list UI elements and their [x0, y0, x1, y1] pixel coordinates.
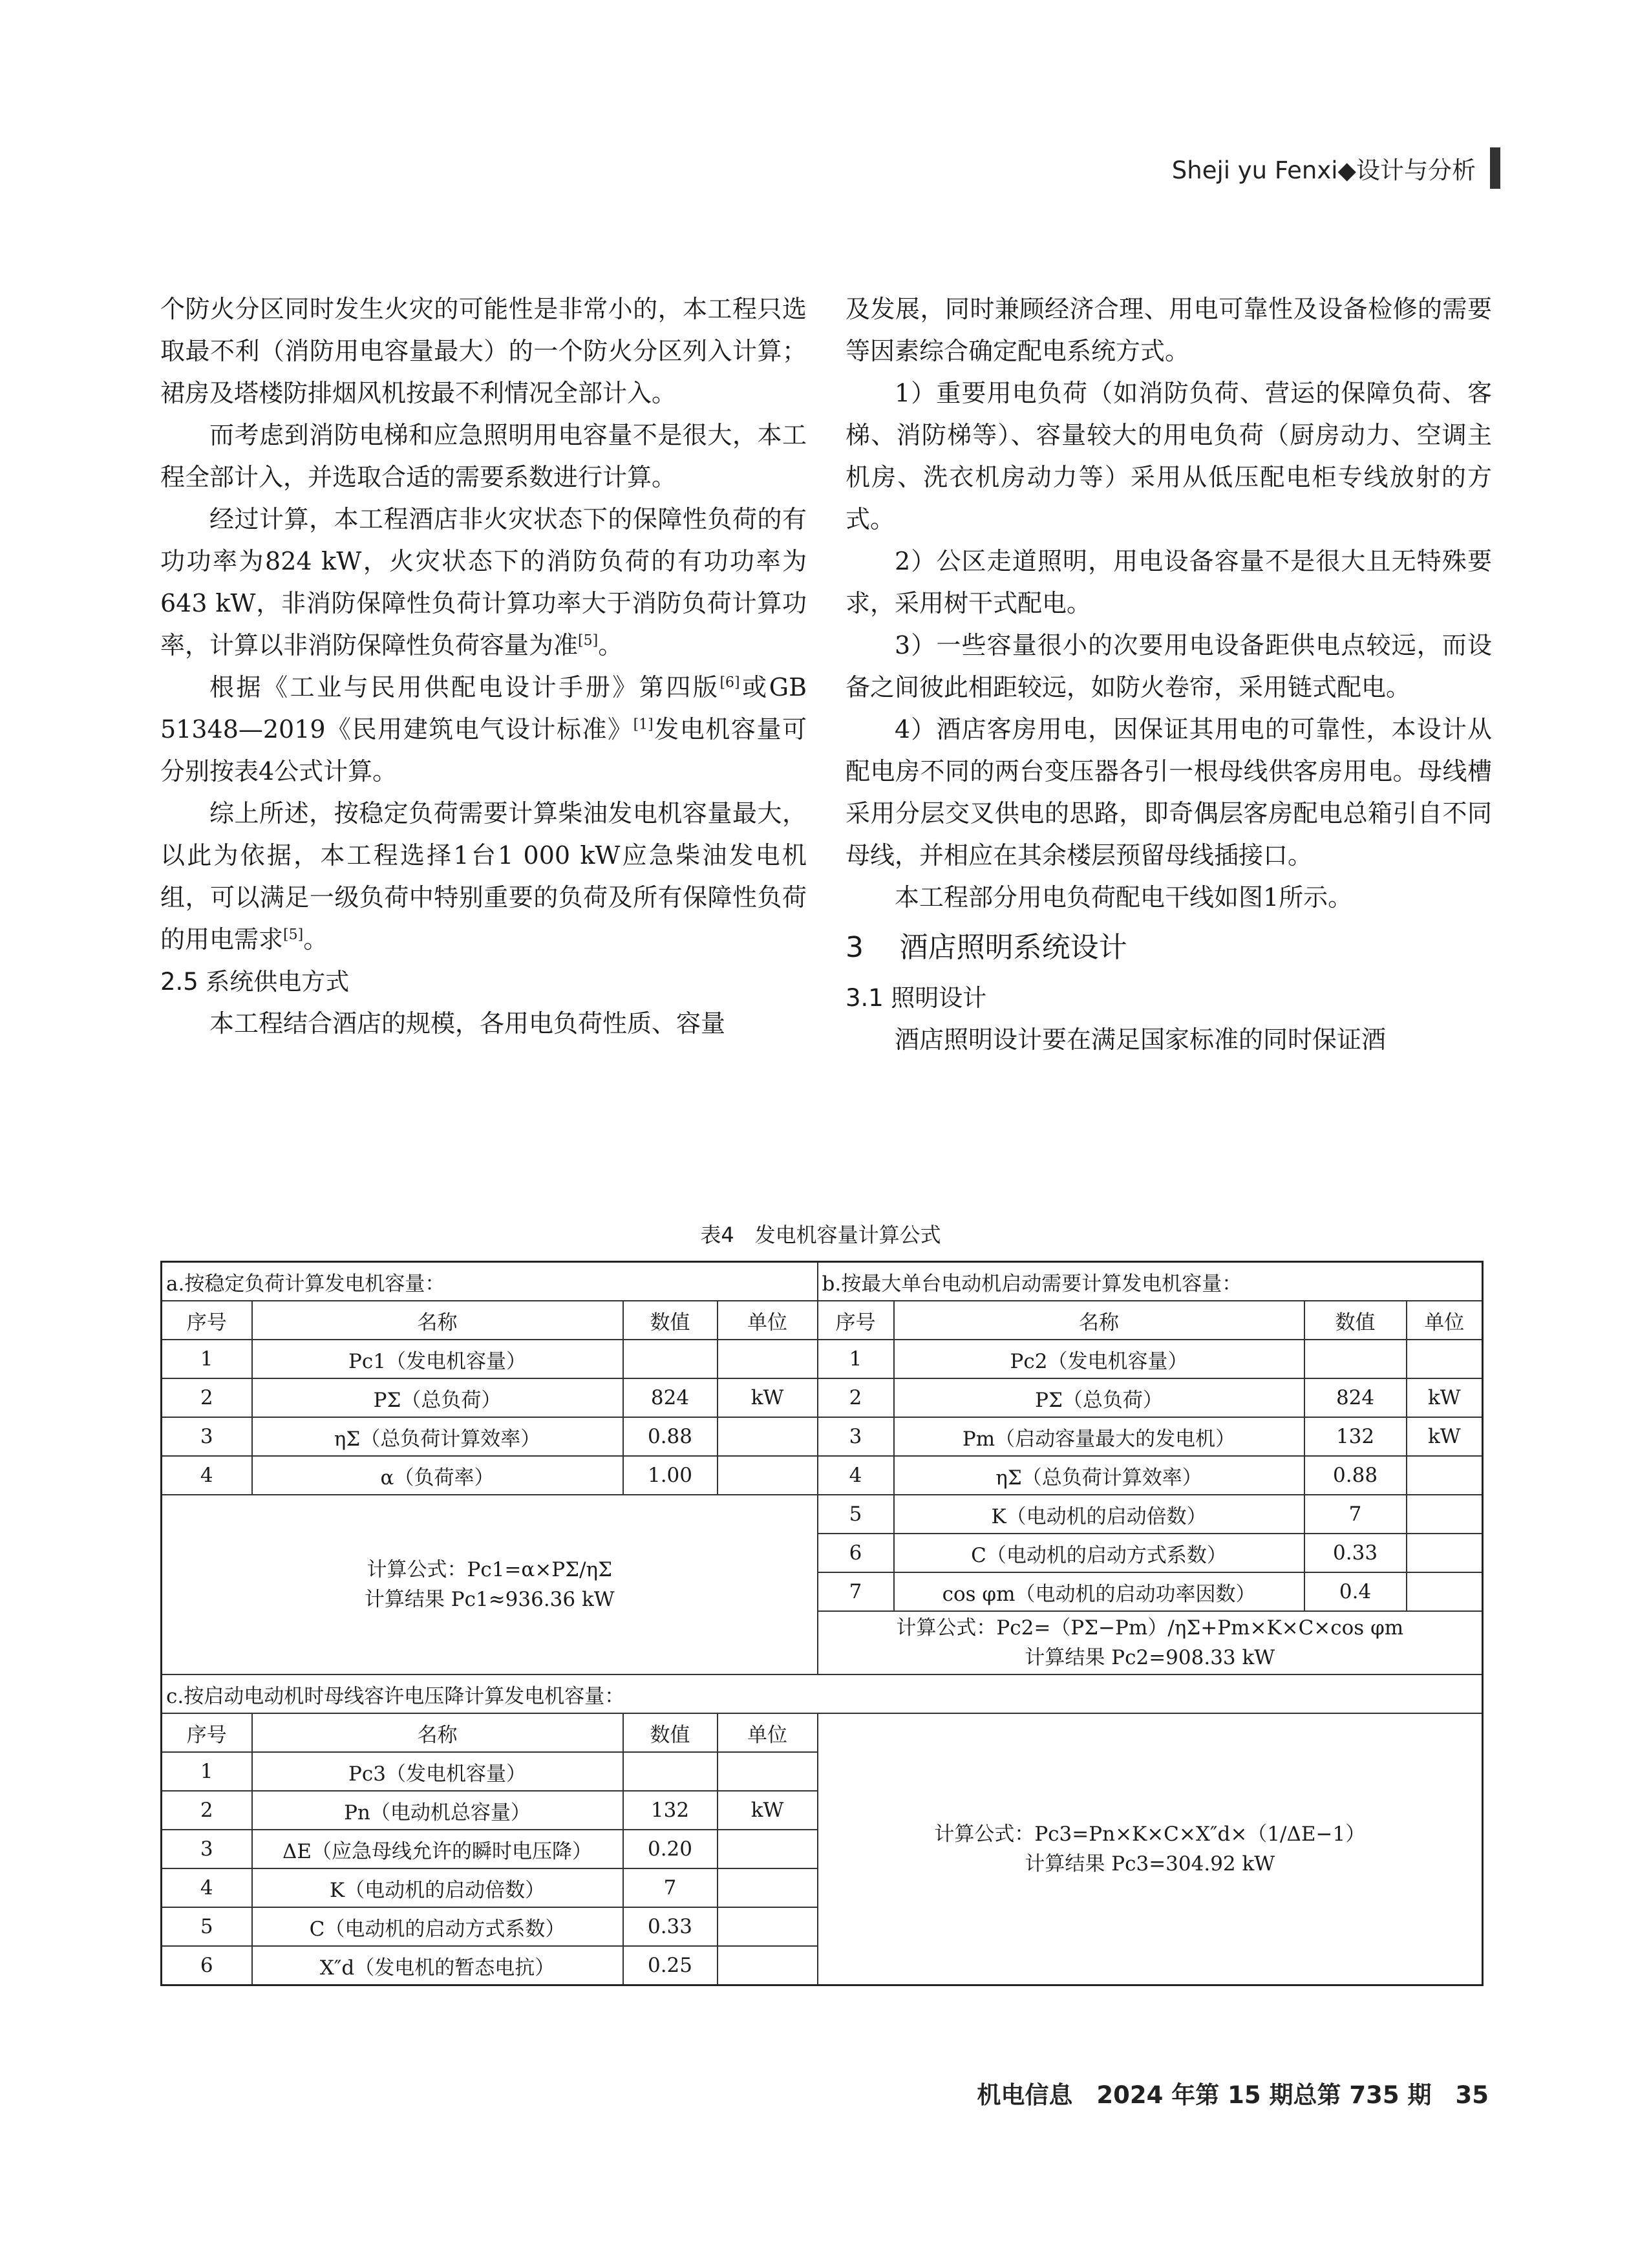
page-footer: 机电信息 2024 年第 15 期总第 735 期 35 [977, 2081, 1489, 2109]
column-header: 数值 [623, 1301, 718, 1340]
citation: [5] [578, 632, 599, 649]
table-row [162, 1456, 1483, 1495]
column-header: 名称 [894, 1301, 1304, 1340]
table-cell: cos φm（电动机的启动功率因数） [894, 1572, 1304, 1611]
citation: [5] [283, 926, 304, 943]
table-cell: 824 [623, 1378, 718, 1417]
section-heading-3-1: 3.1 照明设计 [846, 984, 987, 1012]
table-cell: 4 [162, 1456, 252, 1495]
table-cell: 5 [818, 1495, 894, 1534]
table-cell [718, 1752, 818, 1791]
table-cell: ηΣ（总负荷计算效率） [252, 1417, 623, 1456]
table-row [162, 1417, 1483, 1456]
table-cell [623, 1340, 718, 1378]
table-cell: 5 [162, 1907, 252, 1946]
table-cell: C（电动机的启动方式系数） [894, 1534, 1304, 1572]
table-cell: kW [1407, 1378, 1483, 1417]
table-cell: Pc2（发电机容量） [894, 1340, 1304, 1378]
paragraph: 个防火分区同时发生火灾的可能性是非常小的，本工程只选取最不利（消防用电容量最大）的一个防火分区列入计算；裙房及塔楼防排烟风机按最不利情况全部计入。 [160, 295, 807, 407]
formula-b-cell [818, 1611, 1483, 1674]
table-cell [718, 1907, 818, 1946]
formula-c-cell [818, 1713, 1483, 1985]
section-a-title: a.按稳定负荷计算发电机容量： [162, 1262, 818, 1301]
table-cell: 7 [623, 1868, 718, 1907]
header-text: Sheji yu Fenxi◆设计与分析 [1171, 156, 1476, 184]
right-column [846, 288, 1492, 1061]
table-cell: 6 [818, 1534, 894, 1572]
table-cell: 4 [818, 1456, 894, 1495]
section-heading-2-5: 2.5 系统供电方式 [160, 968, 350, 996]
table-cell: kW [718, 1791, 818, 1830]
table-cell: 2 [162, 1378, 252, 1417]
table-cell: 0.20 [623, 1830, 718, 1868]
table-cell: 0.25 [623, 1946, 718, 1985]
result-b: 计算结果 Pc2=908.33 kW [1025, 1646, 1275, 1669]
table-cell [1304, 1340, 1407, 1378]
table-cell [718, 1868, 818, 1907]
table-cell: 3 [818, 1417, 894, 1456]
table-cell [718, 1340, 818, 1378]
header-row [162, 1301, 1483, 1340]
column-header: 单位 [718, 1713, 818, 1752]
paragraph: 综上所述，按稳定负荷需要计算柴油发电机容量最大，以此为依据，本工程选择1台1 000 kW应急柴油发电机组，可以满足一级负荷中特别重要的负荷及所有保障性负荷的用电需求[5]。 [160, 799, 807, 954]
table-cell: 0.33 [623, 1907, 718, 1946]
table-row [162, 1495, 1483, 1534]
formula-b: 计算公式：Pc2=（PΣ−Pm）/ηΣ+Pm×K×C×cos φm [896, 1616, 1404, 1640]
table-cell: 2 [818, 1378, 894, 1417]
paragraph: 而考虑到消防电梯和应急照明用电容量不是很大，本工程全部计入，并选取合适的需要系数进行计算。 [160, 421, 807, 491]
column-header: 序号 [162, 1713, 252, 1752]
paragraph: 根据《工业与民用供配电设计手册》第四版[6]或GB 51348—2019《民用建筑电气设计标准》[1]发电机容量可分别按表4公式计算。 [160, 673, 807, 786]
table-cell: Pn（电动机总容量） [252, 1791, 623, 1830]
header-bar [1490, 147, 1500, 189]
result-a: 计算结果 Pc1≈936.36 kW [364, 1588, 615, 1611]
table-cell: PΣ（总负荷） [894, 1378, 1304, 1417]
table-cell: K（电动机的启动倍数） [252, 1868, 623, 1907]
table-row [162, 1378, 1483, 1417]
table-cell: 1 [162, 1340, 252, 1378]
paragraph: 3）一些容量很小的次要用电设备距供电点较远，而设备之间彼此相距较远，如防火卷帘，采用链式配电。 [846, 631, 1492, 701]
citation: [6] [719, 674, 740, 691]
section-heading-3: 3 酒店照明系统设计 [846, 931, 1127, 964]
column-header: 数值 [623, 1713, 718, 1752]
paragraph: 4）酒店客房用电，因保证其用电的可靠性，本设计从配电房不同的两台变压器各引一根母线供客房用电。母线槽采用分层交叉供电的思路，即奇偶层客房配电总箱引自不同母线，并相应在其余楼层预留母线插接口。 [846, 715, 1492, 870]
section-b-title: b.按最大单台电动机启动需要计算发电机容量： [818, 1262, 1483, 1301]
table-cell: K（电动机的启动倍数） [894, 1495, 1304, 1534]
paragraph: 酒店照明设计要在满足国家标准的同时保证酒 [895, 1025, 1387, 1054]
table-cell: 3 [162, 1830, 252, 1868]
table-cell [1407, 1340, 1483, 1378]
column-header: 序号 [818, 1301, 894, 1340]
table-cell: Pm（启动容量最大的发电机） [894, 1417, 1304, 1456]
column-header: 名称 [252, 1301, 623, 1340]
paragraph: 经过计算，本工程酒店非火灾状态下的保障性负荷的有功功率为824 kW，火灾状态下的消防负荷的有功功率为643 kW，非消防保障性负荷计算功率大于消防负荷计算功率，计算以非消防保障性负荷容量为准[5]。 [160, 505, 807, 659]
paragraph: 本工程结合酒店的规模，各用电负荷性质、容量 [209, 1009, 726, 1038]
table-cell: 824 [1304, 1378, 1407, 1417]
table-cell: kW [718, 1378, 818, 1417]
table-cell: 0.88 [623, 1417, 718, 1456]
table-cell: 3 [162, 1417, 252, 1456]
table-cell: kW [1407, 1417, 1483, 1456]
column-header: 数值 [1304, 1301, 1407, 1340]
table-cell: 7 [818, 1572, 894, 1611]
table-cell [1407, 1534, 1483, 1572]
formula-a-cell [162, 1495, 818, 1674]
table-cell: ηΣ（总负荷计算效率） [894, 1456, 1304, 1495]
column-header: 单位 [1407, 1301, 1483, 1340]
table-cell [718, 1830, 818, 1868]
table-cell [718, 1456, 818, 1495]
table-caption: 表4 发电机容量计算公式 [700, 1223, 941, 1247]
table-cell: PΣ（总负荷） [252, 1378, 623, 1417]
table-cell: 1.00 [623, 1456, 718, 1495]
generator-capacity-table [160, 1261, 1484, 1986]
table-row [162, 1340, 1483, 1378]
paragraph: 2）公区走道照明，用电设备容量不是很大且无特殊要求，采用树干式配电。 [846, 547, 1492, 617]
table-cell: ΔE（应急母线允许的瞬时电压降） [252, 1830, 623, 1868]
table-cell: 132 [623, 1791, 718, 1830]
table-cell: 1 [818, 1340, 894, 1378]
table-cell [1407, 1572, 1483, 1611]
table-cell: 0.33 [1304, 1534, 1407, 1572]
table-cell [623, 1752, 718, 1791]
citation: [1] [633, 716, 654, 733]
header-row [162, 1713, 1483, 1752]
table-cell: C（电动机的启动方式系数） [252, 1907, 623, 1946]
table-cell [718, 1946, 818, 1985]
column-header: 单位 [718, 1301, 818, 1340]
column-header: 序号 [162, 1301, 252, 1340]
table-cell [1407, 1456, 1483, 1495]
table-cell: 7 [1304, 1495, 1407, 1534]
table-cell: Pc1（发电机容量） [252, 1340, 623, 1378]
table-cell: 2 [162, 1791, 252, 1830]
table-cell: α（负荷率） [252, 1456, 623, 1495]
table-cell: Pc3（发电机容量） [252, 1752, 623, 1791]
left-column [160, 288, 807, 1045]
running-header [1172, 146, 1500, 190]
formula-c: 计算公式：Pc3=Pn×K×C×X″d×（1/ΔE−1） [934, 1823, 1366, 1846]
table-cell: 1 [162, 1752, 252, 1791]
table-cell: 132 [1304, 1417, 1407, 1456]
table-cell: 4 [162, 1868, 252, 1907]
column-header: 名称 [252, 1713, 623, 1752]
formula-a: 计算公式：Pc1=α×PΣ/ηΣ [367, 1558, 613, 1581]
table-cell [1407, 1495, 1483, 1534]
paragraph: 1）重要用电负荷（如消防负荷、营运的保障负荷、客梯、消防梯等）、容量较大的用电负荷（厨房动力、空调主机房、洗衣机房动力等）采用从低压配电柜专线放射的方式。 [846, 379, 1492, 533]
table-cell: 0.4 [1304, 1572, 1407, 1611]
result-c: 计算结果 Pc3=304.92 kW [1025, 1852, 1275, 1876]
table-cell [718, 1417, 818, 1456]
paragraph: 本工程部分用电负荷配电干线如图1所示。 [895, 883, 1353, 912]
table-cell: 6 [162, 1946, 252, 1985]
table-cell: X″d（发电机的暂态电抗） [252, 1946, 623, 1985]
section-c-title: c.按启动电动机时母线容许电压降计算发电机容量： [162, 1674, 1483, 1713]
table-cell: 0.88 [1304, 1456, 1407, 1495]
paragraph: 及发展，同时兼顾经济合理、用电可靠性及设备检修的需要等因素综合确定配电系统方式。 [846, 295, 1492, 365]
